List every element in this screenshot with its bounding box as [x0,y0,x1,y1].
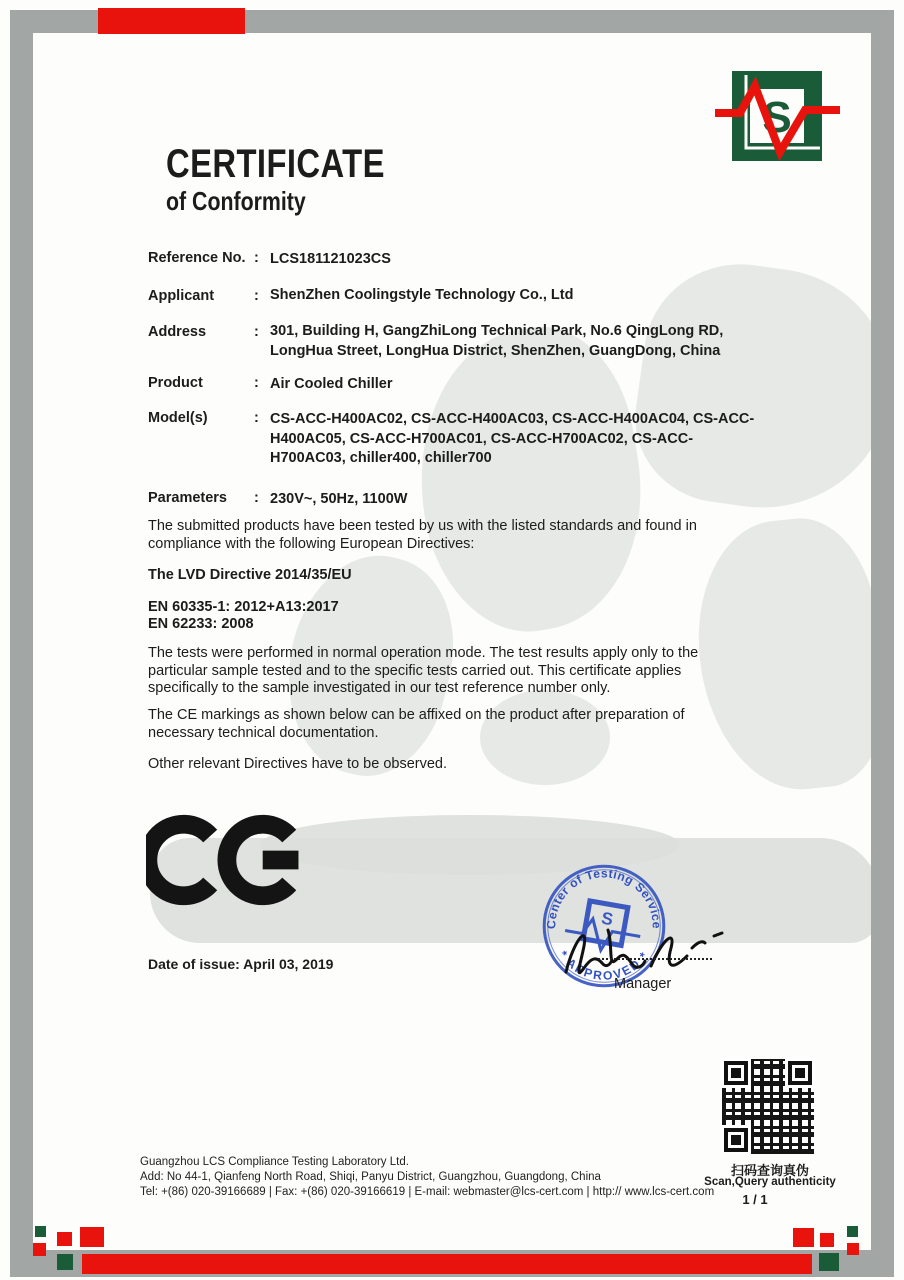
authenticity-qr-code [722,1059,814,1154]
field-value-applicant: ShenZhen Coolingstyle Technology Co., Ltd [270,287,574,303]
qr-finder-icon [788,1061,812,1085]
field-label-address: Address [148,324,207,340]
deco-square [847,1243,859,1255]
signer-title: Manager [614,976,672,992]
deco-square [80,1227,104,1247]
deco-square [819,1253,839,1271]
directive-line: The LVD Directive 2014/35/EU [148,567,352,583]
field-label-reference: Reference No. [148,250,246,266]
qr-finder-icon [724,1061,748,1085]
certificate-subtitle: of Conformity [166,186,306,216]
field-colon: : [254,250,259,266]
field-label-parameters: Parameters [148,490,227,506]
field-colon: : [254,410,259,426]
field-value-product: Air Cooled Chiller [270,376,393,392]
field-value-reference: LCS181121023CS [270,251,391,267]
field-colon: : [254,375,259,391]
frame-right [871,10,894,1273]
standard-line-1: EN 60335-1: 2012+A13:2017 [148,599,339,615]
deco-square [820,1233,834,1247]
deco-square [35,1226,46,1237]
deco-square [57,1232,72,1246]
deco-square [57,1254,73,1270]
other-directives-paragraph: Other relevant Directives have to be observed. [148,756,448,772]
field-colon: : [254,324,259,340]
field-value-models: CS-ACC-H400AC02, CS-ACC-H400AC03, CS-ACC-H400AC04, CS-ACC-H400AC05, CS-ACC-H700AC01, CS-ACC-H700AC02, CS-ACC-H700AC03, chiller400, chiller700 [270,411,755,466]
field-colon: : [254,490,259,506]
field-value-parameters: 230V~, 50Hz, 1100W [270,491,408,507]
stamp-inner-letter: S [599,907,615,930]
qr-finder-icon [724,1128,748,1152]
footer-contact: Tel: +(86) 020-39166689 | Fax: +(86) 020-39166619 | E-mail: webmaster@lcs-cert.com | http:// www.lcs-cert.com [140,1186,715,1198]
deco-square [847,1226,858,1237]
field-label-product: Product [148,375,203,391]
deco-square [33,1243,46,1256]
standard-line-2: EN 62233: 2008 [148,616,254,632]
frame-left [10,10,33,1273]
footer-company: Guangzhou LCS Compliance Testing Laboratory Ltd. [140,1156,409,1168]
field-label-applicant: Applicant [148,288,215,304]
frame-top-red-accent [98,8,245,34]
qr-caption-chinese: 扫码查询真伪 [730,1163,809,1178]
certificate-title: CERTIFICATE [166,142,385,186]
page-number: 1 / 1 [742,1192,768,1207]
stamp-bottom-text: * APPROVED * [555,948,653,983]
signature-line [598,958,712,960]
tests-paragraph: The tests were performed in normal operation mode. The test results apply only to the particular sample tested and to the specific tests carried out. This certificate applies specifically to the sample investigated in our test reference number only. [148,645,699,696]
field-label-models: Model(s) [148,410,208,426]
date-of-issue: Date of issue: April 03, 2019 [148,956,334,972]
stamp-top-text: Center of Testing Service [544,866,664,930]
intro-paragraph: The submitted products have been tested by us with the listed standards and found in compliance with the following European Directives: [148,518,697,552]
ce-paragraph: The CE markings as shown below can be affixed on the product after preparation of necessary technical documentation. [148,707,685,741]
footer-address: Add: No 44-1, Qianfeng North Road, Shiqi, Panyu District, Guangzhou, Guangdong, China [140,1171,601,1183]
frame-bottom-red-band [82,1254,812,1274]
qr-caption-english: Scan,Query authenticity [704,1176,836,1188]
deco-square [793,1228,814,1247]
ce-mark-icon [146,810,306,910]
logo-letter: S [762,93,792,142]
lcs-logo-icon [712,66,844,168]
field-value-address: 301, Building H, GangZhiLong Technical Park, No.6 QingLong RD, LongHua Street, LongHua District, ShenZhen, GuangDong, China [270,323,724,359]
field-colon: : [254,288,259,304]
